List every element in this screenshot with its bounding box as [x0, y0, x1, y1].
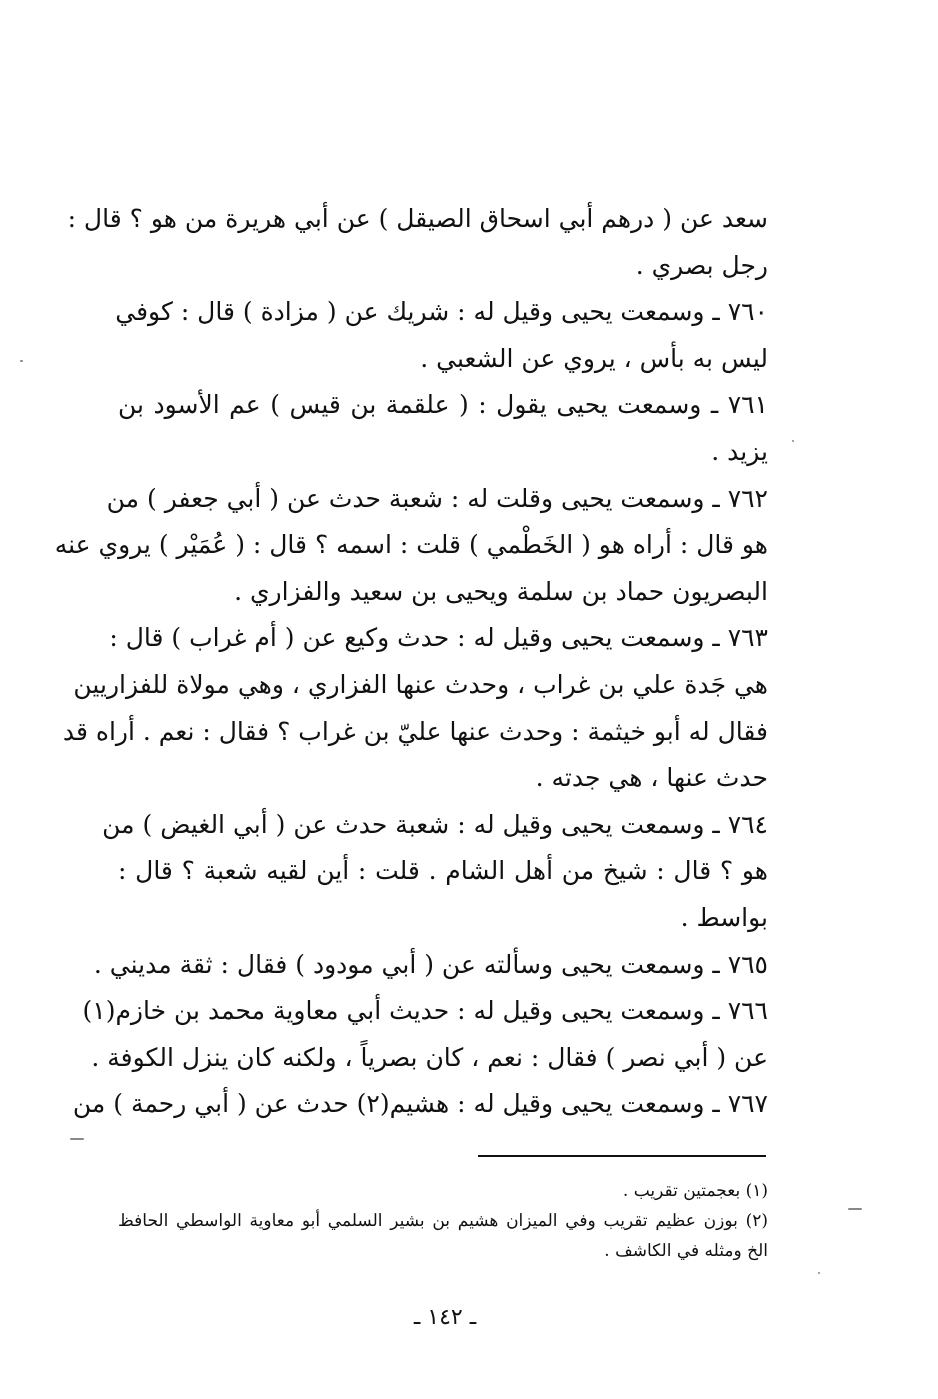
text-line: سعد عن ( درهم أبي اسحاق الصيقل ) عن أبي هريرة من هو ؟ قال : [67, 204, 768, 233]
text-line: فقال له أبو خيثمة : وحدث عنها عليّ بن غراب ؟ فقال : نعم . أراه قد [62, 716, 768, 746]
entry-762-line: ٧٦٢ ـ وسمعت يحيى وقلت له : شعبة حدث عن ( أبي جعفر ) من [106, 483, 768, 513]
footnote-divider [478, 1155, 766, 1157]
scan-speck [20, 360, 23, 362]
entry-763-line: ٧٦٣ ـ وسمعت يحيى وقيل له : حدث وكيع عن ( أم غراب ) قال : [109, 623, 768, 653]
footnotes [118, 1176, 768, 1266]
scan-speck [818, 1272, 820, 1274]
text-line: بواسط . [680, 902, 768, 932]
text-line: يزيد . [711, 436, 768, 466]
text-line: حدث عنها ، هي جدته . [535, 763, 768, 793]
text-line: هي جَدة علي بن غراب ، وحدث عنها الفزاري ، وهي مولاة للفزاريين [73, 669, 768, 699]
text-line: هو ؟ قال : شيخ من أهل الشام . قلت : أين لقيه شعبة ؟ قال : [118, 856, 768, 886]
text-line: رجل بصري . [635, 250, 768, 280]
footnote-2: (٢) بوزن عظيم تقريب وفي الميزان هشيم بن بشير السلمي أبو معاوية الواسطي الحافظ [118, 1211, 768, 1231]
entry-764-line: ٧٦٤ ـ وسمعت يحيى وقيل له : شعبة حدث عن ( أبي الغيض ) من [102, 809, 768, 839]
text-line: البصريون حماد بن سلمة ويحيى بن سعيد والفزاري . [234, 576, 768, 606]
footnote-1: (١) بعجمتين تقريب . [622, 1181, 768, 1201]
footnote-2-continuation: الخ ومثله في الكاشف . [604, 1241, 768, 1261]
text-line: عن ( أبي نصر ) فقال : نعم ، كان بصرياً ، ولكنه كان ينزل الكوفة . [91, 1042, 768, 1072]
entry-765-line: ٧٦٥ ـ وسمعت يحيى وسألته عن ( أبي مودود ) فقال : ثقة مديني . [93, 949, 768, 979]
scan-speck [70, 1138, 84, 1140]
entry-760-line: ٧٦٠ ـ وسمعت يحيى وقيل له : شريك عن ( مزادة ) قال : كوفي [115, 297, 768, 327]
body-text [54, 196, 768, 1128]
scan-speck [792, 440, 794, 442]
scan-speck [848, 1208, 862, 1210]
entry-766-line: ٧٦٦ ـ وسمعت يحيى وقيل له : حديث أبي معاوية محمد بن خازم(١) [82, 996, 768, 1026]
text-line: ليس به بأس ، يروي عن الشعبي . [420, 343, 768, 373]
text-line: هو قال : أراه هو ( الخَطْمي ) قلت : اسمه ؟ قال : ( عُمَيْر ) يروي عنه [54, 530, 768, 560]
page-number: ـ ١٤٢ ـ [413, 1305, 477, 1330]
entry-767-line: ٧٦٧ ـ وسمعت يحيى وقيل له : هشيم(٢) حدث عن ( أبي رحمة ) من [72, 1089, 768, 1119]
entry-761-line: ٧٦١ ـ وسمعت يحيى يقول : ( علقمة بن قيس ) عم الأسود بن [118, 390, 768, 420]
